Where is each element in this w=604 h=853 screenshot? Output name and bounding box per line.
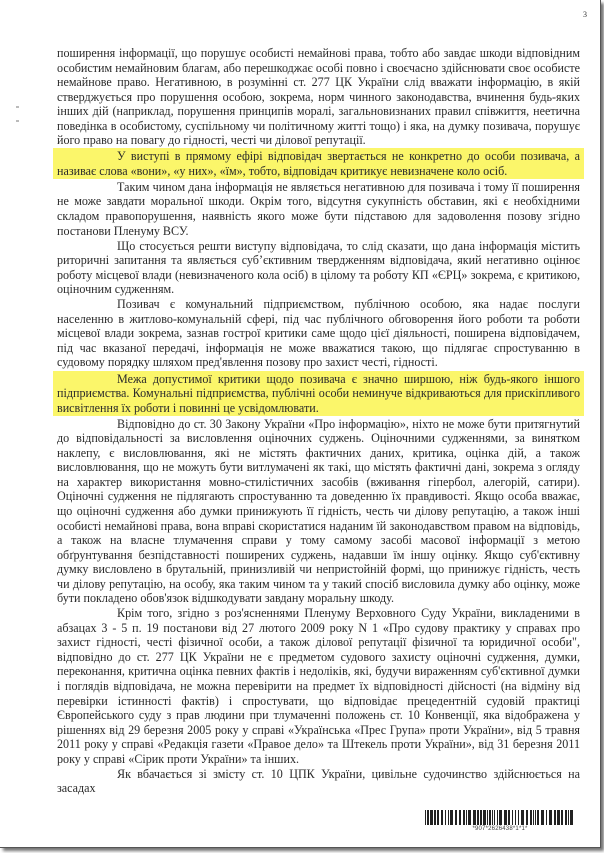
barcode-bar [434,810,436,825]
barcode-bar [530,810,532,825]
barcode-bar [450,810,453,825]
barcode-bar [526,810,528,825]
barcode-bar [473,810,476,825]
barcode-bar [480,810,482,825]
barcode-bar [463,810,465,825]
barcode-bar [430,810,433,825]
paragraph: Відповідно до ст. 30 Закону України «Про інформацію», ніхто не може бути притягнутий до відповідальності за висловлення оціночних суджень. Оціночними судженнями, за винятком наклепу, є висловлювання, які не містять фактичних даних, критика, оцінка дій, а також висловлювання, що не можуть бути витлумачені як такі, що містять фактичні дані, зокрема з огляду на характер використання мовно-стилістичних засобів (вживання гіпербол, алегорій, сатири). Оціночні судження не підлягають спростуванню та доведенню їх правдивості. Якщо особа вважає, що оціночні судження або думки принижують її гідність, честь чи ділову репутацію, а також інші особисті немайнові права, вона вправі скористатися наданим їй законодавством правом на відповідь, а також на власне тлумачення справи у тому самому засобі масової інформації з метою обґрунтування безпідставності поширених суджень, надавши їм іншу оцінку. Якщо суб'єктивну думку висловлено в брутальній, принизливій чи непристойній формі, що принижує гідність, честь чи ділову репутацію, на особу, яка таким чином та у такий спосіб висловила думку або оцінку, може бути покладено обов'язок відшкодувати завдану моральну шкоду. [57,416,580,606]
barcode-bar [427,810,429,825]
barcode-bar [565,810,567,825]
barcode-bar [499,810,502,825]
barcode-bar [466,810,467,825]
barcode-bar [561,810,563,825]
barcode-bar [494,810,495,825]
barcode-bar [425,810,426,825]
page-number: 3 [583,10,587,19]
scan-mark [16,106,19,108]
barcode-bar [515,810,516,825]
barcode-bar [459,810,461,825]
paragraph: поширення інформації, що порушує особисті немайнові права, тобто або завдає шкоди відповідним особистим немайновим благам, або перешкоджає особі повно і своєчасно здійснювати своє особисте немайнове право. Негативною, в розумінні ст. 277 ЦК України слід вважати інформацію, в якій стверджується про порушення особою, зокрема, норм чинного законодавства, вчинення будь-яких інших дій (наприклад, порушення принципів моралі, загальновизнаних правил співжиття, неетична поведінка в особистому, суспільному чи політичному житті тощо) і яка, на думку позивача, порушує його право на повагу до гідності, честі чи ділової репутації. [57,46,580,148]
barcode-bar [546,810,547,825]
barcode-bar [455,810,457,825]
barcode-bar [487,810,488,825]
barcode-bar [504,810,507,825]
paragraph: Таким чином дана інформація не являється негативною для позивача і тому її поширення не може завдати моральної шкоди. Окрім того, відсутня сукупність обставин, які є необхідними складом правопорушення, наявність якого може бути підставою для задоволення позову згідно постанови Пленуму ВСУ. [57,179,580,238]
barcode-bar [518,810,519,825]
paragraph: Крім того, згідно з роз'ясненнями Пленуму Верховного Суду України, викладеними в абзацах 3 - 5 п. 19 постанови від 27 лютого 2009 року N 1 «Про судову практику у справах про захист гідності, честі фізичної особи, а також ділової репутації фізичної та юридичної особи", відповідно до ст. 277 ЦК України не є предметом судового захисту оціночні судження, думки, переконання, критична оцінка певних фактів і недоліків, які, будучи вираженням суб'єктивної думки і поглядів відповідача, не можна перевірити на предмет їх відповідності дійсності (на відміну від перевірки істинності фактів) і спростувати, що відповідає прецедентній судовій практиці Європейського суду з прав людини при тлумаченні положень ст. 10 Конвенції, яка відображена у рішеннях від 29 березня 2005 року у справі «Українська «Прес Група» проти України», від 5 травня 2011 року у справі «Редакція газети «Правое дело» та Штекель проти України», від 31 березня 2011 року у справі «Сірик проти України» та інших. [57,606,580,766]
barcode-bar [537,810,539,825]
barcode-bar [521,810,524,825]
barcode-bar [557,810,560,825]
barcode-bar [508,810,510,825]
document-body [57,46,580,796]
barcode-bar [483,810,486,825]
barcode-bar [497,810,498,825]
barcode-bar [533,810,534,825]
barcode-bar [489,810,491,825]
barcode-bar [535,810,536,825]
barcode-bar [512,810,513,825]
barcode-bar [468,810,471,825]
barcode-bar [477,810,479,825]
barcode-bar [437,810,439,825]
barcode-bar [492,810,493,825]
barcode-bar [568,810,569,825]
barcode-bars [425,810,575,825]
highlighted-paragraph: Межа допустимої критики щодо позивача є значно ширшою, ніж будь-якого іншого підприємства. Комунальні підприємства, публічні особи неминуче відкриваються для прискіпливого висвітлення їх роботи і повинні це усвідомлювати. [53,371,584,417]
barcode-bar [441,810,443,825]
highlighted-paragraph: У виступі в прямому ефірі відповідач звертається не конкретно до особи позивача, а називає слова «вони», «у них», «їм», тобто, відповідач критикує невизначене коло осіб. [53,148,584,179]
barcode [425,810,575,832]
barcode-bar [570,810,573,825]
paragraph: Що стосується решти виступу відповідача, то слід сказати, що дана інформація містить риторичні запитання та являється суб’єктивним твердженням відповідача, який негативно оцінює роботу місцевої влади (невизначеного кола осіб) в цілому та роботу КП «ЄРЦ» зокрема, є критикою, оціночним судженням. [57,238,580,297]
barcode-number: *907*2626438*1*1* [472,826,528,832]
barcode-bar [549,810,552,825]
barcode-bar [554,810,557,825]
barcode-bar [541,810,544,825]
paragraph: Як вбачається зі змісту ст. 10 ЦПК України, цивільне судочинство здійснюється на засадах [57,766,580,796]
barcode-bar [445,810,446,825]
scan-mark [16,120,19,122]
barcode-bar [448,810,449,825]
paragraph: Позивач є комунальний підприємством, публічною особою, яка надає послуги населенню в житлово-комунальній сфері, під час публічного обговорення його роботи та роботи місцевої влади зокрема, зазнав гострої критики саме щодо цієї діяльності, поширена відповідачем, під час вказаної передачі, інформація не може вважатися такою, що підлягає спростуванню в судовому порядку шляхом пред'явлення позову про захист честі, гідності. [57,297,580,370]
